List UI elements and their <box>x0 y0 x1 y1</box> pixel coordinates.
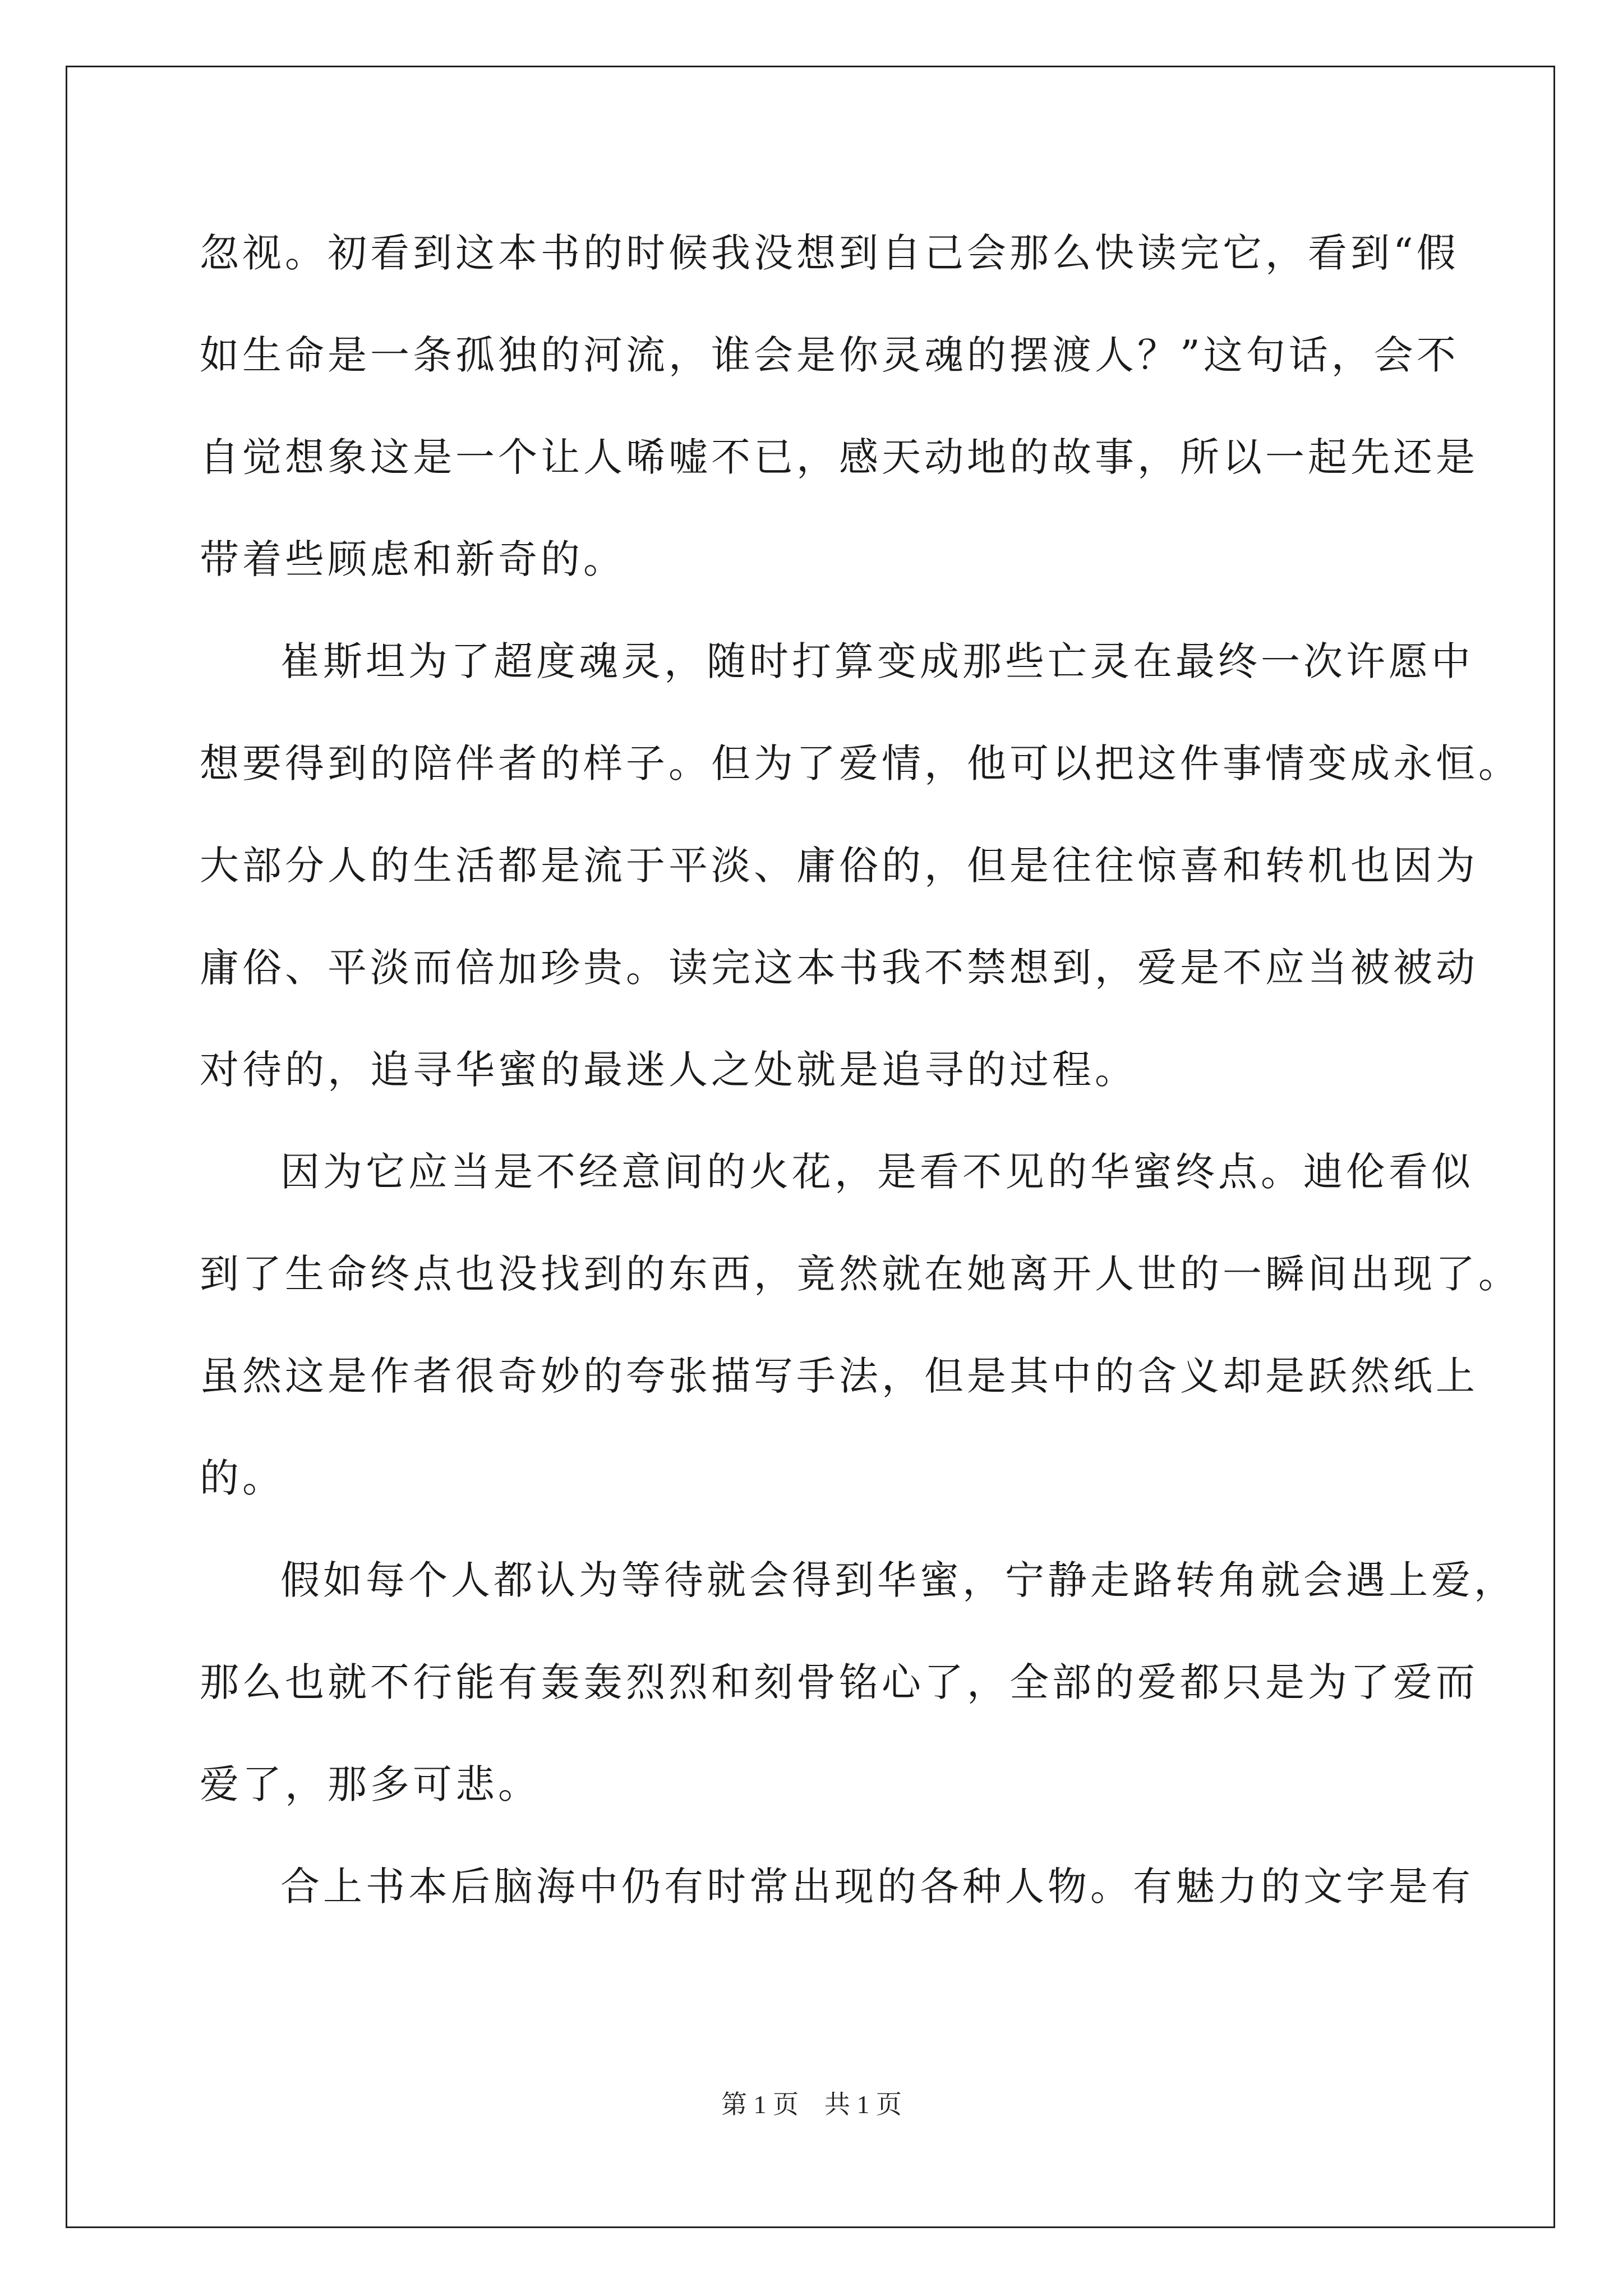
paragraph-line: 那么也就不行能有轰轰烈烈和刻骨铭心了，全部的爱都只是为了爱而 <box>200 1659 1478 1705</box>
paragraph-first-line: 崔斯坦为了超度魂灵，随时打算变成那些亡灵在最终一次许愿中 <box>280 638 1474 684</box>
paragraph-line: 到了生命终点也没找到的东西，竟然就在她离开人世的一瞬间出现了。 <box>200 1251 1521 1297</box>
paragraph-line: 想要得到的陪伴者的样子。但为了爱情，他可以把这件事情变成永恒。 <box>200 740 1521 786</box>
paragraph-line: 庸俗、平淡而倍加珍贵。读完这本书我不禁想到，爱是不应当被被动 <box>200 945 1478 991</box>
paragraph-first-line: 因为它应当是不经意间的火花，是看不见的华蜜终点。迪伦看似 <box>280 1149 1474 1195</box>
paragraph-line: 虽然这是作者很奇妙的夸张描写手法，但是其中的含义却是跃然纸上 <box>200 1353 1478 1399</box>
paragraph-line: 带着些顾虑和新奇的。 <box>200 536 626 582</box>
document-body <box>200 202 1521 1938</box>
paragraph-line: 对待的，追寻华蜜的最迷人之处就是追寻的过程。 <box>200 1047 1137 1093</box>
paragraph-first-line: 假如每个人都认为等待就会得到华蜜，宁静走路转角就会遇上爱， <box>280 1557 1516 1603</box>
paragraph-first-line: 合上书本后脑海中仍有时常出现的各种人物。有魅力的文字是有 <box>280 1864 1474 1910</box>
paragraph-line: 的。 <box>200 1455 285 1501</box>
paragraph-line: 忽视。初看到这本书的时候我没想到自己会那么快读完它，看到“假 <box>200 230 1459 276</box>
paragraph-line: 大部分人的生活都是流于平淡、庸俗的，但是往往惊喜和转机也因为 <box>200 843 1478 889</box>
paragraph-line: 自觉想象这是一个让人唏嘘不已，感天动地的故事，所以一起先还是 <box>200 434 1478 480</box>
paragraph-line: 如生命是一条孤独的河流，谁会是你灵魂的摆渡人？”这句话，会不 <box>200 332 1459 378</box>
paragraph-line: 爱了，那多可悲。 <box>200 1761 541 1807</box>
page-number-footer: 第 1 页 共 1 页 <box>721 2090 902 2119</box>
